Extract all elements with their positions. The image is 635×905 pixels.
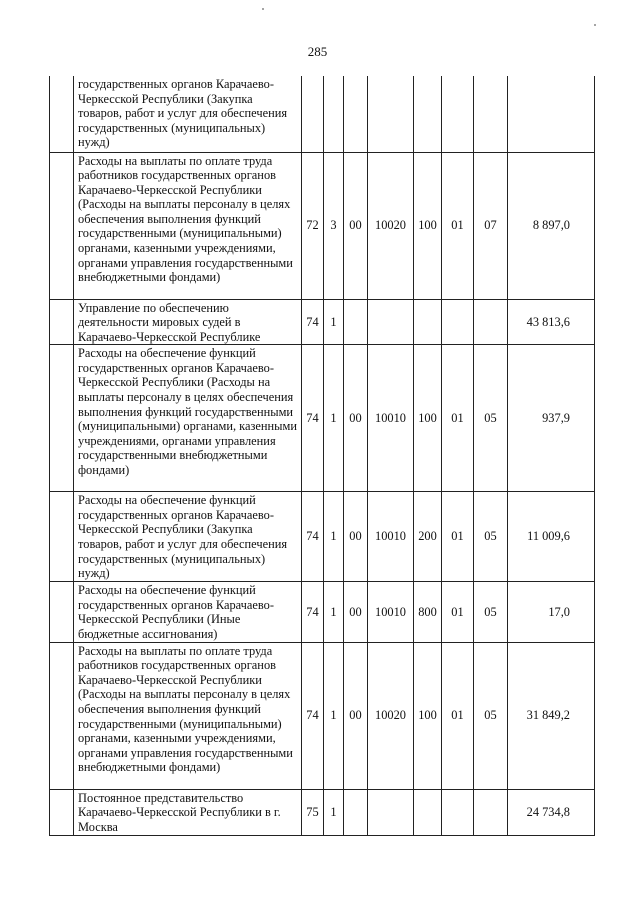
code-cell [474,299,508,345]
blank-cell [50,345,74,492]
table-row [50,582,595,642]
page-number: 285 [307,44,328,59]
code-cell: 10010 [368,492,414,582]
row-name: Расходы на выплаты по оплате труда работников государственных органов Карачаево-Черкесской Республики (Расходы на выплаты персоналу в целях обеспечения выполнения функций государственными (муниципальными) органами, казенными учреждениями, органами управления государственными внебюджетными фондами) [74,642,302,789]
code-cell: 01 [442,345,474,492]
code-cell: 05 [474,642,508,789]
code-cell: 1 [324,789,344,835]
code-cell [344,299,368,345]
code-cell: 3 [324,152,344,299]
code-cell [344,76,368,152]
blank-cell [50,642,74,789]
code-cell: 800 [414,582,442,642]
row-name: Управление по обеспечению деятельности мировых судей в Карачаево-Черкесской Республике [74,299,302,345]
code-cell [414,299,442,345]
amount-cell: 11 009,6 [508,492,595,582]
blank-cell [50,789,74,835]
table-row [50,642,595,789]
row-name: Расходы на обеспечение функций государственных органов Карачаево-Черкесской Республики (Расходы на выплаты персоналу в целях обеспечения выполнения функций государственными (муниципальными) органами, казенными учреждениями, органами управления государственными внебюджетными фондами) [74,345,302,492]
blank-cell [50,582,74,642]
code-cell: 00 [344,345,368,492]
table-row [50,492,595,582]
code-cell [368,76,414,152]
code-cell [368,299,414,345]
code-cell [442,299,474,345]
code-cell: 05 [474,582,508,642]
code-cell [474,76,508,152]
code-cell [324,76,344,152]
row-name: Расходы на обеспечение функций государственных органов Карачаево-Черкесской Республики (Закупка товаров, работ и услуг для обеспечения государственных (муниципальных) нужд) [74,492,302,582]
amount-cell: 937,9 [508,345,595,492]
code-cell: 01 [442,582,474,642]
table-row [50,152,595,299]
code-cell: 00 [344,492,368,582]
code-cell: 00 [344,152,368,299]
code-cell: 1 [324,582,344,642]
amount-cell: 31 849,2 [508,642,595,789]
scan-speck [262,8,264,10]
code-cell: 1 [324,642,344,789]
row-name: Расходы на выплаты по оплате труда работников государственных органов Карачаево-Черкесской Республики (Расходы на выплаты персоналу в целях обеспечения выполнения функций государственными (муниципальными) органами, казенными учреждениями, органами управления государственными внебюджетными фондами) [74,152,302,299]
code-cell: 10010 [368,582,414,642]
code-cell: 01 [442,152,474,299]
blank-cell [50,152,74,299]
code-cell: 05 [474,492,508,582]
code-cell [442,789,474,835]
code-cell [414,789,442,835]
amount-cell: 24 734,8 [508,789,595,835]
blank-cell [50,76,74,152]
code-cell: 01 [442,492,474,582]
code-cell: 1 [324,492,344,582]
amount-cell: 43 813,6 [508,299,595,345]
table-row [50,76,595,152]
code-cell [474,789,508,835]
code-cell: 100 [414,152,442,299]
code-cell: 10020 [368,152,414,299]
code-cell: 1 [324,299,344,345]
blank-cell [50,299,74,345]
code-cell: 01 [442,642,474,789]
code-cell: 74 [302,492,324,582]
code-cell: 100 [414,345,442,492]
code-cell: 05 [474,345,508,492]
code-cell: 74 [302,642,324,789]
amount-cell [508,76,595,152]
budget-table [49,76,595,836]
code-cell [302,76,324,152]
code-cell: 00 [344,642,368,789]
amount-cell: 17,0 [508,582,595,642]
code-cell: 100 [414,642,442,789]
code-cell [344,789,368,835]
code-cell: 10020 [368,642,414,789]
blank-cell [50,492,74,582]
table-row [50,789,595,835]
amount-cell: 8 897,0 [508,152,595,299]
row-name: Постоянное представительство Карачаево-Черкесской Республики в г. Москва [74,789,302,835]
code-cell: 72 [302,152,324,299]
code-cell: 07 [474,152,508,299]
code-cell: 200 [414,492,442,582]
scan-speck [594,24,596,26]
code-cell: 75 [302,789,324,835]
code-cell: 00 [344,582,368,642]
row-name: государственных органов Карачаево-Черкесской Республики (Закупка товаров, работ и услуг для обеспечения государственных (муниципальных) нужд) [74,76,302,152]
code-cell: 74 [302,299,324,345]
row-name: Расходы на обеспечение функций государственных органов Карачаево-Черкесской Республики (Иные бюджетные ассигнования) [74,582,302,642]
code-cell: 10010 [368,345,414,492]
code-cell: 74 [302,582,324,642]
table-row [50,299,595,345]
table-row [50,345,595,492]
code-cell [414,76,442,152]
code-cell [442,76,474,152]
code-cell: 74 [302,345,324,492]
code-cell [368,789,414,835]
code-cell: 1 [324,345,344,492]
